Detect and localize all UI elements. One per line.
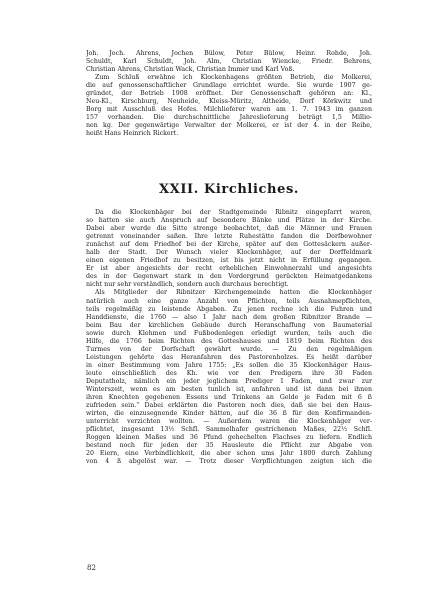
text-line: Dabei aber wurde die Sitte strenge beobachtet, daß die Männer und Frauen [86,225,372,233]
text-line: beim Bau der kirchlichen Gebäude durch Heranschaffung von Baumaterial [86,321,372,329]
text-line: pflichtet, insgesamt 13½ Schfl. Sammelhafer gestrichenen Maßes, 22½ Schfl. [86,426,372,434]
text-line: nen kg. Der gegenwärtige Verwalter der Molkerei, er ist der 4. in der Reihe, [86,122,372,130]
page-number: 82 [87,564,96,572]
text-line: leute einschließlich des Kh. wie vor den Predigern ihre 30 Faden [86,369,372,377]
text-line: einen eigenen Friedhof zu besitzen, ist bis jetzt nicht in Erfüllung gegangen. [86,257,372,265]
text-line: unterricht verzichten wollten. — Außerdem waren die Klockenhäger ver- [86,418,372,426]
text-line: gründet, der Betrieb 1908 eröffnet. Der Genossenschaft gehören an: Kl., [86,90,372,98]
text-line: Er ist aber angesichts der recht erheblichen Einwohnerzahl und angesichts [86,265,372,273]
text-line: ihren Knechten gegebenen Essens und Trinkens an Gelde je Faden mit 6 ß [86,394,372,402]
top-paragraph [86,50,372,139]
text-line: bestand noch für jeden der 35 Hausleute die Pflicht zur Abgabe von [86,442,372,450]
text-line: natürlich auch eine ganze Anzahl von Pflichten, teils Ausnahmepflichten, [86,297,372,305]
text-line: nicht nur sehr verständlich, sondern auch durchaus berechtigt. [86,281,289,289]
text-line: Borg mit Ausschluß des Hofes. Milchlieferer waren am 1. 7. 1943 im ganzen [86,106,372,114]
text-line: heißt Hans Heinrich Rickert. [86,130,179,138]
text-line: so hatten sie auch Anspruch auf besondere Bänke und Plätze in der Kirche. [86,217,372,225]
text-line: Zum Schluß erwähne ich Klockenhagens größten Betrieb, die Molkerei, [95,74,372,82]
text-line: zunächst auf dem Friedhof bei der Kirche, später auf den Gottesäckern außer- [86,241,372,249]
text-line: Joh. Joch. Ahrens, Jochen Bülow, Peter Bülow, Heinr. Rohde, Joh. [86,50,372,57]
text-line: Da die Klockenhäger bei der Stadtgemeinde Ribnitz eingepfarrt waren, [95,209,372,216]
text-line: Neu-Kl., Kirschburg, Neuheide, Kleiss-Müritz, Altheide, Dorf Körkwitz und [86,98,372,106]
text-line: Winterszeit, wenn es am besten tunlich ist, anfahren und ist dann bei ihnen [86,386,372,394]
text-line: Turmes von der Dorfschaft gewährt wurde. — Zu den regelmäßigen [86,345,372,353]
text-line: Handdienste, die 1760 — also 1 Jahr nach dem großen Ribnitzer Brande — [86,313,372,321]
main-paragraph [86,209,372,467]
text-line: Deputatholz, nämlich ein jeder jeglichem Prediger 1 Faden, und zwar zur [86,377,372,385]
text-line: Schuldt, Karl Schuldt, Joh. Alm, Christian Wiencke, Friedr. Behrens, [86,58,372,66]
text-line: die auf genossenschaftlicher Grundlage errichtet wurde. Sie wurde 1907 ge- [86,82,372,90]
text-line: 20 Eiern, eine Verbindlichkeit, die aber schon ums Jahr 1800 durch Zahlung [86,450,372,458]
text-line: des in der Gegenwart stark in den Vordergrund gerückten Heimatgedankens [86,273,372,281]
section-heading: XXII. Kirchliches. [158,182,299,197]
text-line: getrennt voneinander saßen. Ihre letzte Ruhestätte fanden die Dorfbewohner [86,233,372,241]
text-line: Hilfe, die 1766 beim Richten des Gotteshauses und 1819 beim Richten des [86,337,372,345]
text-line: teils regelmäßig zu leistende Abgaben. Zu jenen rechne ich die Fuhren und [86,305,372,313]
text-line: Als Mitglieder der Ribnitzer Kirchengemeinde hatten die Klockenhäger [95,289,372,297]
text-line: sowie durch Klehmen und Fußbodenlegen erledigt wurden, teils auch die [86,329,372,337]
text-line: wirten, die einzusegnende Kinder hätten, auf die 36 ß für den Konfirmanden- [86,410,372,418]
text-line: zufrieden sein.“ Dabei erklärten die Pastoren noch dies, daß sie bei den Haus- [86,402,372,410]
text-line: Leistungen gehörte das Heranfahren des Pastorenholzes. Es heißt darüber [86,353,372,361]
text-line: Christian Ahrens, Christian Wack, Christian Immer und Karl Voß. [86,66,295,74]
text-line: in einer Bestimmung vom Jahre 1755: „Es sollen die 35 Klockenhäger Haus- [86,361,372,369]
text-line: von 4 ß abgelöst war. — Trotz dieser Verpflichtungen zeigten sich die [86,458,372,466]
text-line: Roggen kleinen Maßes und 36 Pfund gehechelten Flachses zu liefern. Endlich [86,434,372,442]
text-line: 157 vorhanden. Die durchschnittliche Jahreslieferung beträgt 1,5 Millio- [86,114,372,122]
text-line: halb der Stadt. Der Wunsch vieler Klockenhäger, auf der Dorffeldmark [86,249,372,257]
